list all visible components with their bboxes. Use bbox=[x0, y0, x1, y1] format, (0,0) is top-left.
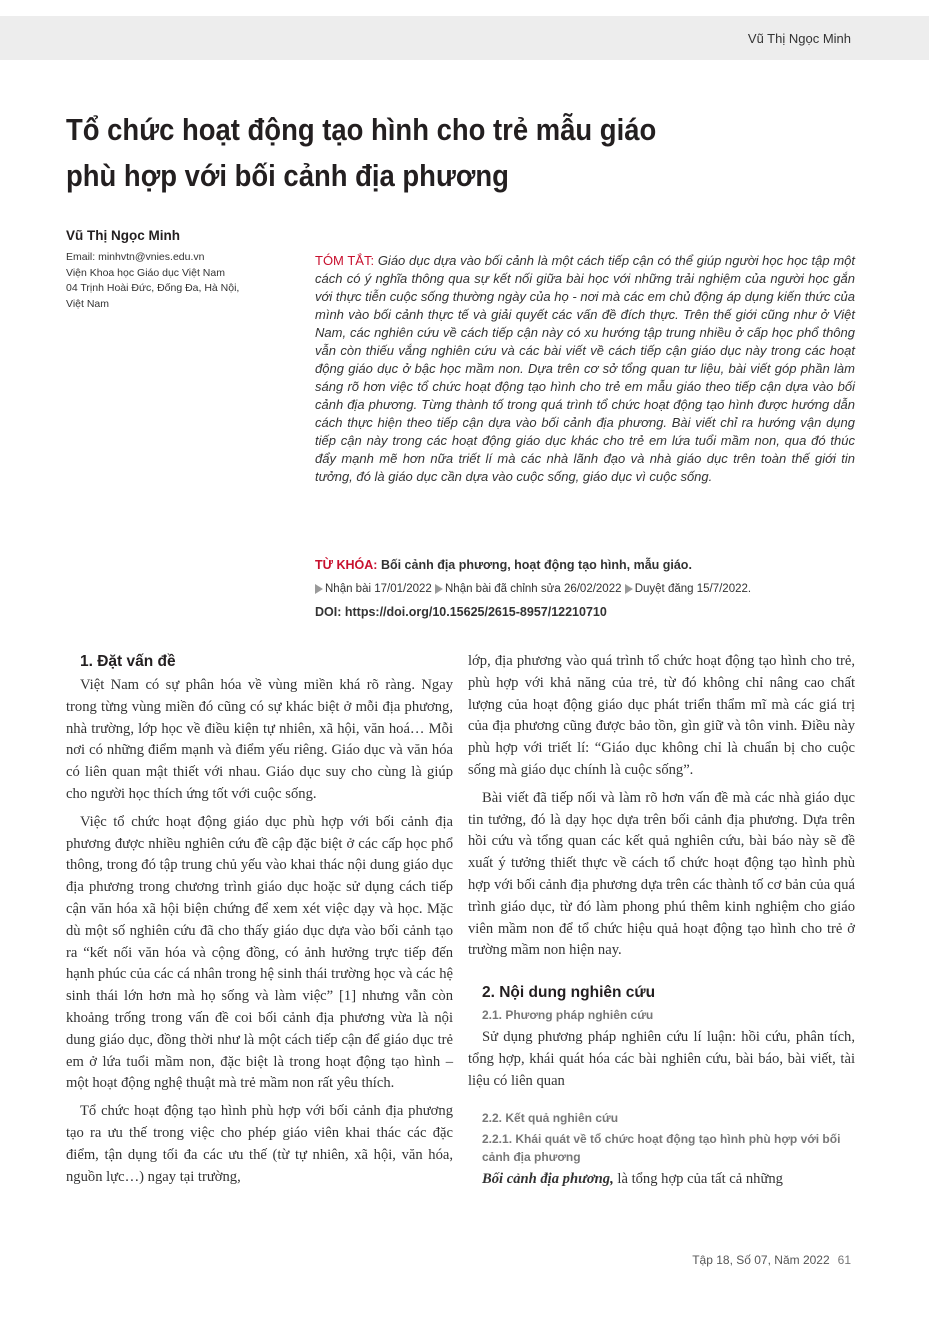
author-info bbox=[66, 250, 286, 312]
arrow-right-icon bbox=[315, 584, 323, 594]
date-received: Nhận bài 17/01/2022 bbox=[325, 583, 432, 595]
section-heading-2: 2. Nội dung nghiên cứu bbox=[482, 984, 656, 1002]
keywords-text: Bối cảnh địa phương, hoạt động tạo hình, mẫu giáo. bbox=[380, 558, 692, 572]
author-email: Email: minhvtn@vnies.edu.vn bbox=[66, 251, 205, 263]
paragraph-1: Việt Nam có sự phân hóa về vùng miền khá rõ ràng. Ngay trong từng vùng miền đó cũng có sự khác biệt ở mỗi địa phương, nhà trường, lớp học về điều kiện tự nhiên, xã hội, văn hoá… Mỗi nơi có những điểm mạnh và điểm yếu riêng. Giáo dục và văn hóa có liên quan mật thiết với nhau. Giáo dục suy cho cùng là giúp cho người học thích ứng tốt với cuộc sống. bbox=[66, 677, 453, 802]
page-number: 61 bbox=[837, 1253, 851, 1267]
subsection-heading-2-2-1: 2.2.1. Khái quát về tổ chức hoạt động tạo hình phù hợp với bối cảnh địa phương bbox=[482, 1131, 841, 1164]
paragraph-7 bbox=[468, 1169, 855, 1191]
paragraph-6: Sử dụng phương pháp nghiên cứu lí luận: hồi cứu, phân tích, tổng hợp, khái quát hóa các bài nghiên cứu, bài báo, bài viết, tài liệu có liên quan bbox=[468, 1029, 855, 1089]
paragraph-5: Bài viết đã tiếp nối và làm rõ hơn vấn đề mà các nhà giáo dục tin tưởng, đó là dạy học dựa trên bối cảnh địa phương. Dựa trên hồi cứu và tổng quan các kết quả nghiên cứu, bài báo này sẽ đề xuất ý tưởng thiết thực về cách tổ chức hoạt động tạo hình phù hợp với bối cảnh địa phương dựa trên các thành tố cơ bản của quá trình giáo dục, từ đó làm phong phú thêm kinh nghiệm cho giáo viên mầm non để tổ chức hiệu quả hoạt động tạo hình cho trẻ ở trường mầm non hiện nay. bbox=[468, 789, 855, 959]
article-title bbox=[66, 107, 786, 199]
date-accepted: Duyệt đăng 15/7/2022. bbox=[634, 583, 752, 595]
arrow-right-icon bbox=[625, 584, 633, 594]
page-footer bbox=[692, 1253, 851, 1267]
article-title-line-1: Tổ chức hoạt động tạo hình cho trẻ mẫu giáo bbox=[66, 113, 657, 147]
author-affiliation: Viện Khoa học Giáo dục Việt Nam bbox=[66, 266, 225, 279]
doi-link[interactable]: DOI: https://doi.org/10.15625/2615-8957/12210710 bbox=[315, 605, 607, 619]
keywords-label: TỪ KHÓA: bbox=[315, 558, 378, 572]
issue-info: Tập 18, Số 07, Năm 2022 bbox=[692, 1253, 830, 1267]
article-title-line-2: phù hợp với bối cảnh địa phương bbox=[66, 159, 509, 193]
body-column-left bbox=[66, 651, 453, 1194]
author-address-2: Việt Nam bbox=[66, 297, 109, 310]
paragraph-7-rest: là tổng hợp của tất cả những bbox=[613, 1170, 783, 1187]
abstract-text: Giáo dục dựa vào bối cảnh là một cách tiếp cận có thể giúp người học học tập một cách có ý nghĩa thông qua sự kết nối giữa bài học với những trải nghiệm của người học gắn với thực tiễn cuộc sống thường ngày của họ - nơi mà các em chủ động áp dụng kiến thức của mình vào bối cảnh thực tế và giải quyết các vấn đề đích thực. Trên thế giới cũng như ở Việt Nam, các nghiên cứu về cách tiếp cận này có xu hướng tập trung nhiều ở cấp học phổ thông vẫn còn thiếu vắng nghiên cứu và các bài viết về cách tiếp cận giáo dục này trong các hoạt động giáo dục ở bậc học mầm non. Dựa trên cơ sở tổng quan tư liệu, bài viết góp phần làm sáng rõ hơn việc tổ chức hoạt động tạo hình cho trẻ em mẫu giáo theo tiếp cận dựa vào bối cảnh địa phương. Từng thành tố trong quá trình tổ chức hoạt động tạo hình được hướng dẫn cách thực hiện theo tiếp cận dựa vào bối cảnh địa phương. Bài viết chỉ ra hướng vận dụng tiếp cận này trong các hoạt động giáo dục khác cho trẻ em lứa tuổi mầm non, qua đó thúc đẩy mạnh mẽ hơn nữa triết lí mà các nhà lãnh đạo và nhà giáo dục trên toàn thế giới tin tưởng, đó là giáo dục cần dựa vào cuộc sống, giáo dục vì cuộc sống. bbox=[315, 253, 855, 484]
paragraph-2: Việc tổ chức hoạt động giáo dục phù hợp với bối cảnh địa phương được nhiều nghiên cứu đề cập đặc biệt ở các cấp học phổ thông, trong đó tập trung chủ yếu vào khai thác nội dung giáo dục địa phương trong chương trình giáo dục hoặc sử dụng cách tiếp cận văn hóa xã hội biện chứng để xem xét việc dạy và học. Mặc dù một số nghiên cứu đã cho thấy giáo dục dựa vào bối cảnh tạo ra “kết nối văn hóa và cộng đồng, có ảnh hưởng trực tiếp đến hạnh phúc của các cá nhân trong hệ sinh thái trường học và các hệ sinh thái lớn hơn mà họ sống và làm việc” [1] nhưng vẫn còn khoảng trống trong vấn đề coi bối cảnh địa phương vừa là nội dung giáo dục, đồng thời như là một cách tiếp cận để giáo dục trẻ em ở lứa tuổi mầm non, đặc biệt là trong hoạt động tạo hình – một hoạt động nghệ thuật mà trẻ mầm non rất yêu thích. bbox=[66, 813, 453, 1092]
keywords bbox=[315, 558, 855, 572]
paragraph-4: lớp, địa phương vào quá trình tổ chức hoạt động tạo hình cho trẻ, phù hợp với khả năng của trẻ, từ đó không chỉ nâng cao chất lượng của hoạt động giáo dục phát triển thẩm mĩ mà các giá trị của địa phương cũng được bảo tồn, gìn giữ và tôn vinh. Điều này phù hợp với triết lí: “Giáo dục không chỉ là chuẩn bị cho cuộc sống mà giáo dục chính là cuộc sống”. bbox=[468, 653, 855, 778]
author-address-1: 04 Trịnh Hoài Đức, Đống Đa, Hà Nội, bbox=[66, 282, 240, 294]
running-header-author: Vũ Thị Ngọc Minh bbox=[747, 31, 851, 46]
article-dates bbox=[315, 583, 875, 595]
arrow-right-icon bbox=[435, 584, 443, 594]
term-local-context: Bối cảnh địa phương, bbox=[482, 1170, 614, 1187]
abstract bbox=[315, 252, 855, 486]
abstract-label: TÓM TẮT: bbox=[315, 253, 375, 268]
subsection-heading-2-2: 2.2. Kết quả nghiên cứu bbox=[482, 1110, 619, 1125]
paragraph-3: Tổ chức hoạt động tạo hình phù hợp với bối cảnh địa phương tạo ra ưu thế trong việc cho phép giáo viên khai thác các đặc điểm, tận dụng tối đa các ưu thế (từ tự nhiên, xã hội, văn hóa, nguồn lực…) ngay tại trường, bbox=[66, 1103, 453, 1185]
subsection-heading-2-1: 2.1. Phương pháp nghiên cứu bbox=[482, 1008, 654, 1023]
section-heading-1: 1. Đặt vấn đề bbox=[80, 653, 176, 670]
author-name: Vũ Thị Ngọc Minh bbox=[66, 228, 180, 243]
date-revised: Nhận bài đã chỉnh sửa 26/02/2022 bbox=[445, 583, 622, 595]
body-column-right bbox=[468, 651, 855, 1196]
